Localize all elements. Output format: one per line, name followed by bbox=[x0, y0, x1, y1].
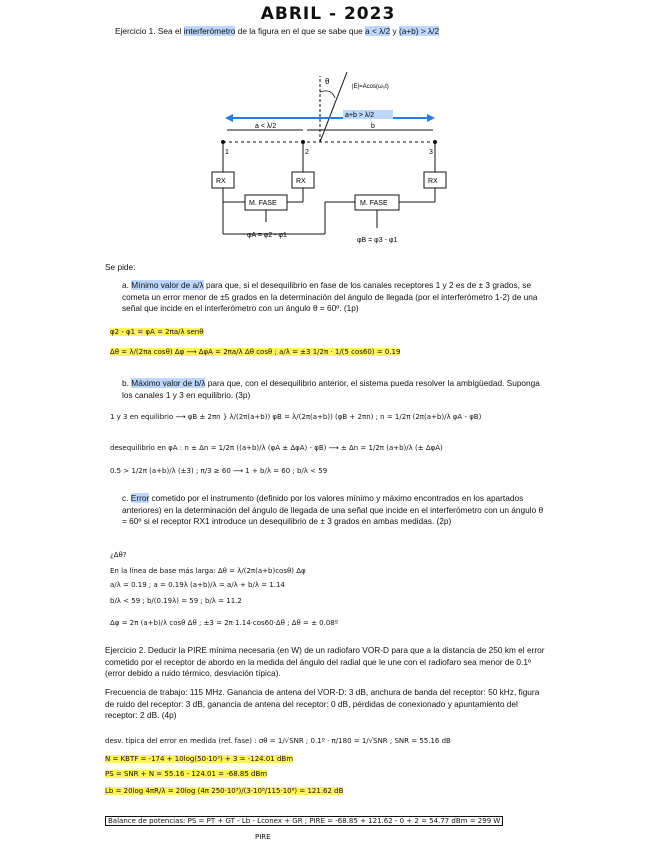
hw-c-line-4: b/λ < 59 ; b/(0.19λ) = 59 ; b/λ = 11.2 bbox=[110, 597, 242, 605]
hw-2-line-1: desv. típica del error en medida (ref. fase) : σθ = 1/√SNR ; 0.1º · π/180 = 1/√SNR ; SNR = 55.16 dB bbox=[105, 737, 451, 745]
rx-1-label: RX bbox=[216, 178, 226, 185]
qb-letter: b. bbox=[122, 378, 129, 388]
theta-arc bbox=[320, 91, 335, 98]
ex1-cond2: (a+b) > λ/2 bbox=[398, 26, 440, 36]
question-b bbox=[122, 378, 547, 401]
ex1-and: y bbox=[392, 26, 397, 36]
ex1-prefix: Ejercicio 1. Sea el bbox=[115, 26, 182, 36]
hw-c-line-3: a/λ = 0.19 ; a = 0.19λ (a+b)/λ = a/λ + b/λ = 1.14 bbox=[110, 581, 285, 589]
hw-b-line-2: desequilibrio en φA : n ± Δn = 1/2π ((a+b)/λ (φA ± ΔφA) - φB) ⟶ ± Δn = 1/2π (a+b)/λ (± ΔφA) bbox=[110, 444, 443, 452]
antenna-3-label: 3 bbox=[429, 149, 433, 156]
qc-letter: c. bbox=[122, 493, 129, 503]
antenna-2-label: 2 bbox=[305, 149, 309, 156]
hw-a-line-1: φ2 - φ1 = φA = 2πa/λ senθ bbox=[110, 328, 204, 336]
phi-b-label: φB = φ3 - φ1 bbox=[357, 237, 398, 244]
se-pide: Se pide: bbox=[105, 262, 136, 272]
ex1-cond1: a < λ/2 bbox=[365, 26, 391, 36]
theta-label: θ bbox=[325, 77, 330, 86]
rx-3-label: RX bbox=[428, 178, 438, 185]
hw-b-line-1: 1 y 3 en equilibrio ⟶ φB ± 2πn } λ/(2π(a+b)) φB = λ/(2π(a+b)) (φB + 2πn) ; n = 1/2π (2π(a+b)/λ φA - φB) bbox=[110, 413, 482, 421]
interferometer-figure bbox=[195, 58, 455, 258]
hw-2-pire-label: PIRE bbox=[255, 833, 271, 841]
qa-letter: a. bbox=[122, 280, 129, 290]
a-label: a < λ/2 bbox=[255, 123, 277, 130]
rx-2-label: RX bbox=[296, 178, 306, 185]
hw-2-line-5: Balance de potencias: PS = PT + GT - Lb - Lconex + GR ; PIRE = -68.85 + 121.62 - 0 + 2 = 54.77 dBm = 299 W bbox=[105, 816, 503, 826]
hw-c-line-5: Δφ = 2π (a+b)/λ cosθ Δθ ; ±3 = 2π·1.14·cos60·Δθ ; Δθ = ± 0.08º bbox=[110, 619, 339, 627]
b-label: b bbox=[371, 123, 375, 130]
question-a bbox=[122, 280, 547, 315]
hw-b-line-3: 0.5 > 1/2π (a+b)/λ (±3) ; π/3 ≥ 60 ⟶ 1 + b/λ = 60 ; b/λ < 59 bbox=[110, 467, 328, 475]
ex1-term: interferómetro bbox=[183, 26, 236, 36]
ab-arrow-left-head bbox=[225, 114, 233, 122]
hw-2-line-4: Lb = 20log 4πR/λ = 20log (4π 250·10³)/(3·10⁸/115·10⁶) = 121.62 dB bbox=[105, 787, 344, 795]
qc-text: cometido por el instrumento (definido por los valores mínimo y máximo encontrados en los apartados anteriores) en la determinación del ángulo de llegada de una señal que incide en el interferómetro con un ángulo θ = 60º si el receptor RX1 introduce un desequilibrio de ± 3 grados en ambas medidas. (2p) bbox=[122, 493, 544, 526]
mfase-a-label: M. FASE bbox=[249, 200, 277, 207]
field-label: |E|=Acos(ω₀t) bbox=[352, 84, 389, 90]
hw-c-line-1: ¿Δθ? bbox=[110, 551, 127, 559]
ab-arrow-right-head bbox=[427, 114, 435, 122]
question-c bbox=[122, 493, 547, 528]
antenna-1-label: 1 bbox=[225, 149, 229, 156]
exercise-1-statement bbox=[115, 26, 585, 38]
qa-text: para que, si el desequilibrio en fase de los canales receptores 1 y 2 es de ± 3 grados, se cometa un error menor de ±5 grados en la determinación del ángulo de llegada (por el interferómetro 1-2) de una señal que incide en el interferómetro con un ángulo θ = 60º. (1p) bbox=[122, 280, 538, 313]
hw-2-line-2: N = KBTF = -174 + 10log(50·10³) + 3 = -124.01 dBm bbox=[105, 755, 294, 763]
page-title: ABRIL - 2023 bbox=[260, 4, 396, 24]
mfase-b-label: M. FASE bbox=[360, 200, 388, 207]
hw-2-line-3: PS = SNR + N = 55.16 - 124.01 = -68.85 dBm bbox=[105, 770, 268, 778]
exercise-2-statement: Ejercicio 2. Deducir la PIRE mínima necesaria (en W) de un radiofaro VOR-D para que a la distancia de 250 km el error cometido por el receptor de abordo en la medida del ángulo del radial que le une con el radiofaro sea menor de 0.1º (error debido a ruido térmico, desviación típica). bbox=[105, 645, 545, 678]
hw-c-line-2: En la línea de base más larga: Δθ = λ/(2π(a+b)cosθ) Δφ bbox=[110, 567, 306, 575]
exercise-2-data: Frecuencia de trabajo: 115 MHz. Ganancia de antena del VOR-D: 3 dB, anchura de banda del receptor: 50 kHz, figura de ruido del receptor: 3 dB, ganancia de antena del receptor: 0 dB, pérdidas de conexionado y apuntamiento del receptor: 2 dB. (4p) bbox=[105, 687, 540, 720]
hw-a-line-2: Δθ = λ/(2πa cosθ) Δφ ⟶ ΔφA = 2πa/λ Δθ cosθ ; a/λ = ±3 1/2π · 1/(5 cos60) = 0.19 bbox=[110, 348, 401, 356]
qc-lead: Error bbox=[130, 493, 150, 503]
ex1-mid: de la figura en el que se sabe que bbox=[237, 26, 363, 36]
qb-text: para que, con el desequilibrio anterior, el sistema pueda resolver la ambigüedad. Suponga los canales 1 y 3 en equilibrio. (3p) bbox=[122, 378, 540, 400]
phi-a-label: φA = φ2 - φ1 bbox=[247, 232, 287, 239]
ab-label: a+b > λ/2 bbox=[345, 112, 375, 119]
qa-lead: Mínimo valor de a/λ bbox=[131, 280, 204, 290]
qb-lead: Máximo valor de b/λ bbox=[131, 378, 206, 388]
